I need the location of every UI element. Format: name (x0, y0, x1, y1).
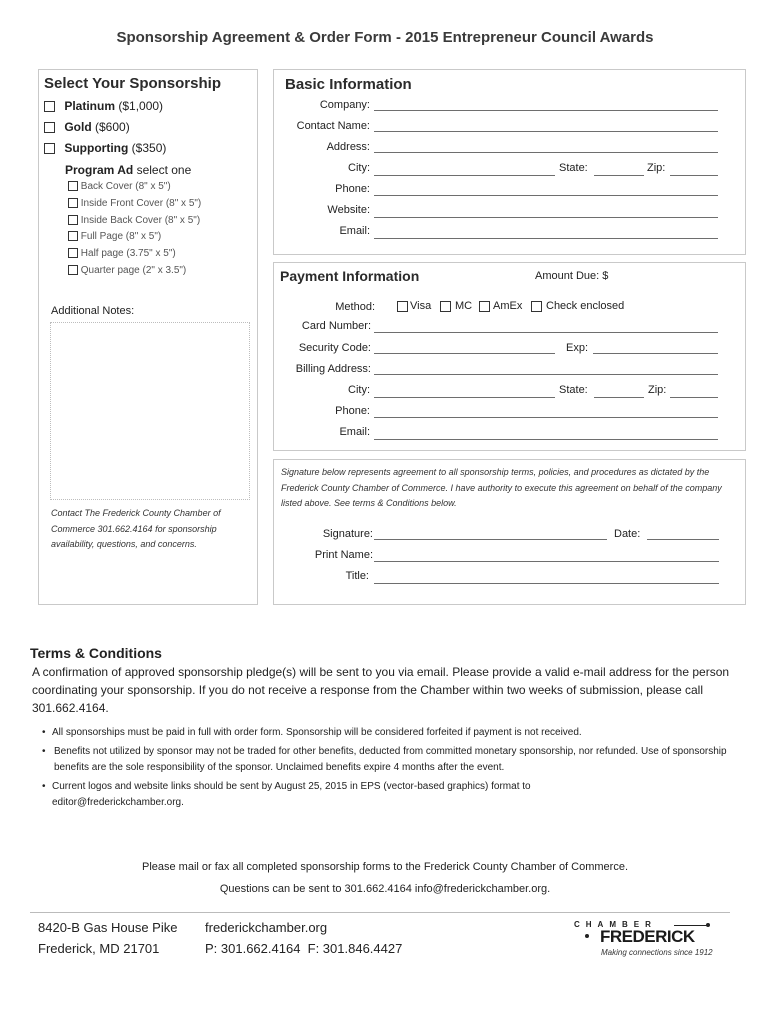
city-label: City: (348, 162, 370, 174)
method-mc[interactable]: MC (440, 300, 472, 312)
terms-heading: Terms & Conditions (30, 645, 162, 661)
terms-paragraph: A confirmation of approved sponsorship pledge(s) will be sent to you via email. Please provide a valid e-mail address for the person coordinating your sponsorship. If you do not receive a response from the Chamber within two weeks of submission, please call 301.662.4164. (32, 665, 730, 715)
level-supporting[interactable]: Supporting ($350) (44, 141, 166, 155)
billing-phone-label: Phone: (335, 405, 370, 417)
payment-heading: Payment Information (280, 268, 420, 284)
signature-statement: Signature below represents agreement to all sponsorship terms, policies, and procedures as dictated by the Frederick County Chamber of Commerce. I have authority to execute this agreement on behalf of the company listed above. See terms & Conditions below. (281, 467, 722, 508)
chamber-logo (570, 920, 730, 962)
supporting-checkbox[interactable] (44, 143, 55, 154)
visa-checkbox[interactable] (397, 301, 408, 312)
ad-checkbox[interactable] (68, 215, 78, 225)
company-field[interactable] (374, 110, 718, 111)
zip-field[interactable] (670, 175, 718, 176)
logo-chamber-text: CHAMBER (574, 920, 657, 929)
date-label: Date: (614, 528, 641, 540)
security-code-label: Security Code: (298, 342, 371, 354)
level-platinum[interactable]: Platinum ($1,000) (44, 99, 163, 113)
security-code-field[interactable] (374, 353, 555, 354)
billing-state-field[interactable] (594, 397, 644, 398)
billing-address-field[interactable] (374, 374, 718, 375)
ad-option[interactable]: Full Page (8" x 5") (68, 231, 161, 242)
check-checkbox[interactable] (531, 301, 542, 312)
exp-label: Exp: (566, 342, 589, 354)
contact-note: Contact The Frederick County Chamber of Commerce 301.662.4164 for sponsorship availability, questions, and concerns. (51, 508, 221, 549)
billing-email-label: Email: (339, 426, 370, 438)
title-label: Title: (345, 570, 369, 582)
print-name-field[interactable] (374, 561, 719, 562)
notes-textarea[interactable] (50, 322, 250, 500)
state-label: State: (559, 162, 588, 174)
city-field[interactable] (374, 175, 555, 176)
ad-option[interactable]: Half page (3.75" x 5") (68, 248, 176, 259)
level-gold[interactable]: Gold ($600) (44, 120, 130, 134)
company-label: Company: (319, 99, 370, 111)
website-field[interactable] (374, 217, 718, 218)
phone-field[interactable] (374, 195, 718, 196)
card-number-label: Card Number: (301, 320, 371, 332)
footer-divider (30, 912, 730, 913)
zip-label: Zip: (647, 162, 666, 174)
footer-line-1: Please mail or fax all completed sponsorship forms to the Frederick County Chamber of Commerce. (141, 861, 629, 873)
basic-info-heading: Basic Information (285, 76, 412, 93)
ad-checkbox[interactable] (68, 231, 78, 241)
page-title: Sponsorship Agreement & Order Form - 2015 Entrepreneur Council Awards (116, 29, 654, 46)
amex-checkbox[interactable] (479, 301, 490, 312)
mc-checkbox[interactable] (440, 301, 451, 312)
ad-checkbox[interactable] (68, 248, 78, 258)
ad-option[interactable]: Inside Back Cover (8" x 5") (68, 215, 200, 226)
gold-checkbox[interactable] (44, 122, 55, 133)
logo-line (674, 925, 708, 926)
ad-option[interactable]: Back Cover (8" x 5") (68, 181, 171, 192)
ad-checkbox[interactable] (68, 265, 78, 275)
state-field[interactable] (594, 175, 644, 176)
logo-dot-right (706, 923, 710, 927)
billing-address-label: Billing Address: (295, 363, 371, 375)
street-address: 8420-B Gas House Pike (38, 920, 178, 935)
logo-frederick-text: FREDERICK (600, 927, 695, 946)
terms-bullet: • Current logos and website links should be sent by August 25, 2015 in EPS (vector-based graphics) format to editor@frederickchamber.org. (42, 781, 531, 808)
logo-tagline: Making connections since 1912 (601, 948, 713, 957)
address-field[interactable] (374, 152, 718, 153)
title-field[interactable] (374, 583, 719, 584)
billing-state-label: State: (559, 384, 588, 396)
billing-city-label: City: (348, 384, 370, 396)
ad-option[interactable]: Inside Front Cover (8" x 5") (68, 198, 201, 209)
method-visa[interactable]: Visa (397, 300, 431, 312)
exp-field[interactable] (593, 353, 718, 354)
platinum-checkbox[interactable] (44, 101, 55, 112)
phone-label: Phone: (335, 183, 370, 195)
date-field[interactable] (647, 539, 719, 540)
method-check[interactable]: Check enclosed (531, 300, 624, 312)
billing-city-field[interactable] (374, 397, 555, 398)
city-address: Frederick, MD 21701 (38, 941, 160, 956)
footer-line-2: Questions can be sent to 301.662.4164 info@frederickchamber.org. (219, 883, 551, 895)
email-label: Email: (339, 225, 370, 237)
website-label: Website: (327, 204, 370, 216)
ad-checkbox[interactable] (68, 198, 78, 208)
contact-name-field[interactable] (374, 131, 718, 132)
address-label: Address: (326, 141, 370, 153)
method-amex[interactable]: AmEx (479, 300, 522, 312)
terms-bullet: • Benefits not utilized by sponsor may not be traded for other benefits, deducted from committed monetary sponsorship, nor refunded. Use of sponsorship benefits are the sole responsibility of the sponsor. Unclaimed benefits expire 4 months after the event. (42, 746, 727, 773)
print-name-label: Print Name: (314, 549, 373, 561)
card-number-field[interactable] (374, 332, 718, 333)
email-field[interactable] (374, 238, 718, 239)
website-link[interactable]: frederickchamber.org (205, 920, 328, 935)
payment-panel (273, 262, 746, 451)
signature-field[interactable] (374, 539, 607, 540)
program-ad-label: Program Ad select one (65, 163, 192, 177)
ad-option[interactable]: Quarter page (2" x 3.5") (68, 265, 186, 276)
method-label: Method: (335, 301, 375, 313)
billing-email-field[interactable] (374, 439, 718, 440)
billing-zip-field[interactable] (670, 397, 718, 398)
phone-fax: P: 301.662.4164 F: 301.846.4427 (205, 941, 403, 956)
logo-dot-left (585, 934, 589, 938)
amount-due-label: Amount Due: $ (535, 270, 609, 282)
notes-label: Additional Notes: (51, 305, 135, 317)
ad-checkbox[interactable] (68, 181, 78, 191)
signature-label: Signature: (322, 528, 373, 540)
contact-name-label: Contact Name: (296, 120, 370, 132)
billing-zip-label: Zip: (648, 384, 667, 396)
terms-bullet: • All sponsorships must be paid in full with order form. Sponsorship will be considered forfeited if payment is not received. (42, 727, 582, 738)
sponsorship-heading: Select Your Sponsorship (44, 75, 221, 92)
billing-phone-field[interactable] (374, 417, 718, 418)
